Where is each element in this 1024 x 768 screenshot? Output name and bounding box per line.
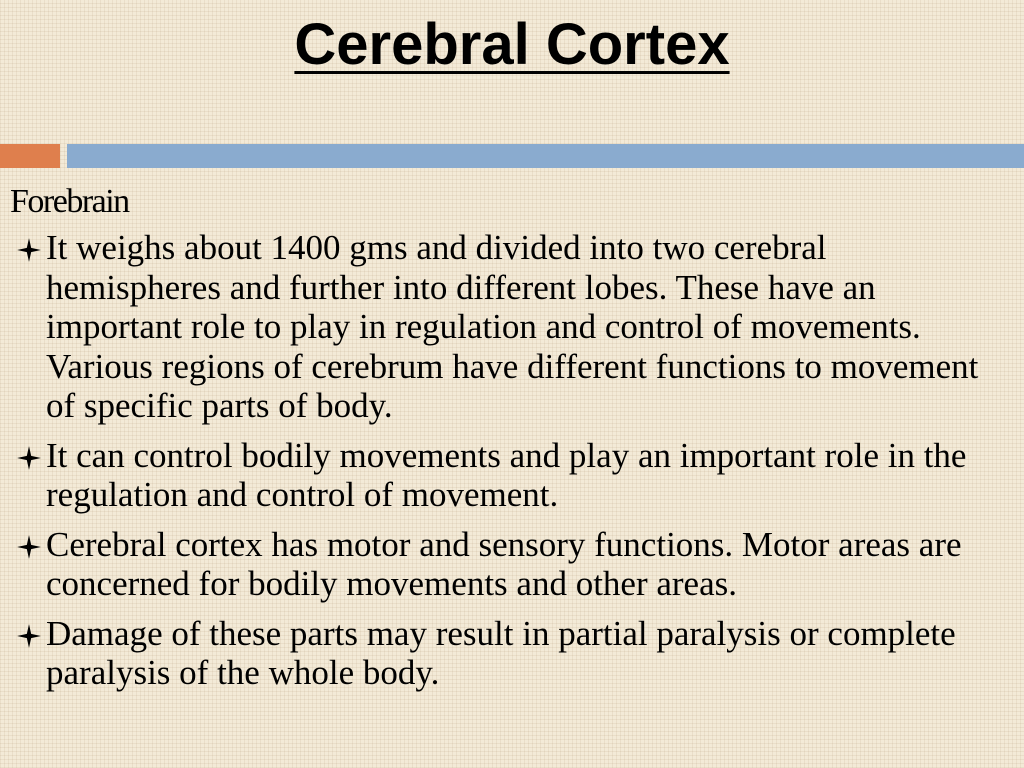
- slide-title: [0, 8, 1024, 82]
- four-point-star-icon: [16, 534, 42, 560]
- bullet-item: [16, 228, 996, 426]
- bullet-text: Damage of these parts may result in partial paralysis or complete paralysis of the whole body.: [46, 613, 956, 692]
- bullet-list: [16, 228, 996, 703]
- four-point-star-icon: [16, 237, 42, 263]
- bullet-text: Cerebral cortex has motor and sensory functions. Motor areas are concerned for bodily movements and other areas.: [46, 524, 962, 603]
- section-heading: Forebrain: [10, 183, 129, 220]
- slide-title-text: Cerebral Cortex: [294, 12, 730, 77]
- four-point-star-icon: [16, 623, 42, 649]
- bullet-item: [16, 436, 996, 515]
- bullet-item: [16, 614, 996, 693]
- accent-bar-blue: [67, 144, 1024, 168]
- four-point-star-icon: [16, 445, 42, 471]
- accent-bar-orange: [0, 144, 60, 168]
- bullet-item: [16, 525, 996, 604]
- bullet-text: It can control bodily movements and play an important role in the regulation and control of movement.: [46, 435, 967, 514]
- bullet-text: It weighs about 1400 gms and divided into two cerebral hemispheres and further into different lobes. These have an important role to play in regulation and control of movements. Various regions of cerebrum have different functions to movement of specific parts of body.: [46, 228, 979, 425]
